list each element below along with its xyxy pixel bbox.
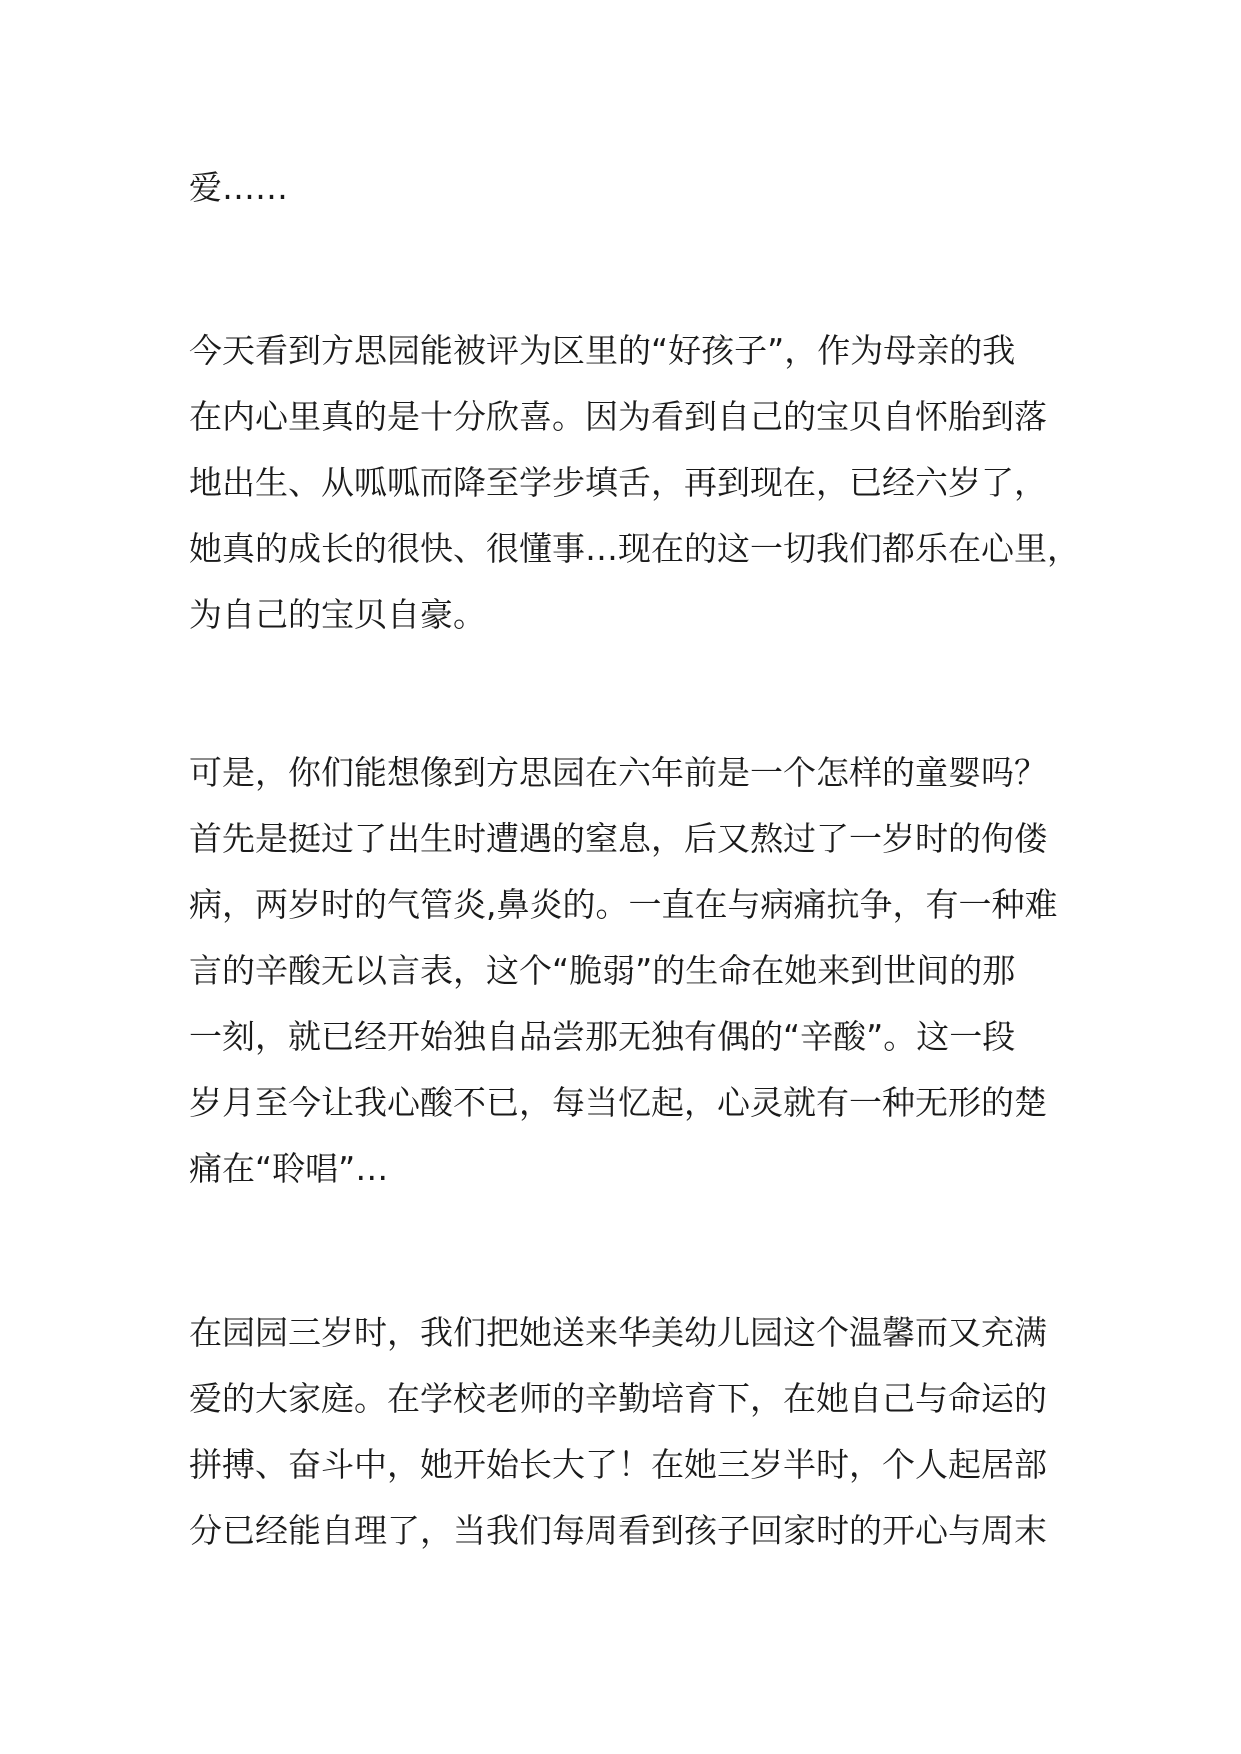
text-line: 为自己的宝贝自豪。 bbox=[189, 595, 486, 634]
text-line: 爱…… bbox=[189, 168, 288, 207]
text-line: 在园园三岁时，我们把她送来华美幼儿园这个温馨而又充满 bbox=[189, 1313, 1047, 1352]
text-line: 地出生、从呱呱而降至学步填舌，再到现在，已经六岁了， bbox=[189, 463, 1047, 502]
text-line: 今天看到方思园能被评为区里的“好孩子”，作为母亲的我 bbox=[189, 331, 1016, 370]
paragraph-kindergarten bbox=[189, 1300, 1069, 1564]
text-line: 拼搏、奋斗中，她开始长大了！在她三岁半时，个人起居部 bbox=[189, 1445, 1047, 1484]
paragraph-good-child bbox=[189, 318, 1080, 648]
text-line: 岁月至今让我心酸不已，每当忆起，心灵就有一种无形的楚 bbox=[189, 1083, 1047, 1122]
text-line: 痛在“聆唱”… bbox=[189, 1149, 389, 1188]
paragraph-continuation bbox=[189, 155, 1069, 221]
text-line: 言的辛酸无以言表，这个“脆弱”的生命在她来到世间的那 bbox=[189, 951, 1016, 990]
text-line: 在内心里真的是十分欣喜。因为看到自己的宝贝自怀胎到落 bbox=[189, 397, 1047, 436]
paragraph-six-years-ago bbox=[189, 740, 1069, 1202]
text-line: 爱的大家庭。在学校老师的辛勤培育下，在她自己与命运的 bbox=[189, 1379, 1047, 1418]
text-line: 首先是挺过了出生时遭遇的窒息，后又熬过了一岁时的佝偻 bbox=[189, 819, 1047, 858]
text-line: 她真的成长的很快、很懂事…现在的这一切我们都乐在心里， bbox=[189, 529, 1080, 568]
text-line: 分已经能自理了，当我们每周看到孩子回家时的开心与周末 bbox=[189, 1511, 1047, 1550]
text-line: 一刻，就已经开始独自品尝那无独有偶的“辛酸”。这一段 bbox=[189, 1017, 1016, 1056]
text-line: 病，两岁时的气管炎,鼻炎的。一直在与病痛抗争，有一种难 bbox=[189, 885, 1058, 924]
text-line: 可是，你们能想像到方思园在六年前是一个怎样的童婴吗？ bbox=[189, 753, 1047, 792]
